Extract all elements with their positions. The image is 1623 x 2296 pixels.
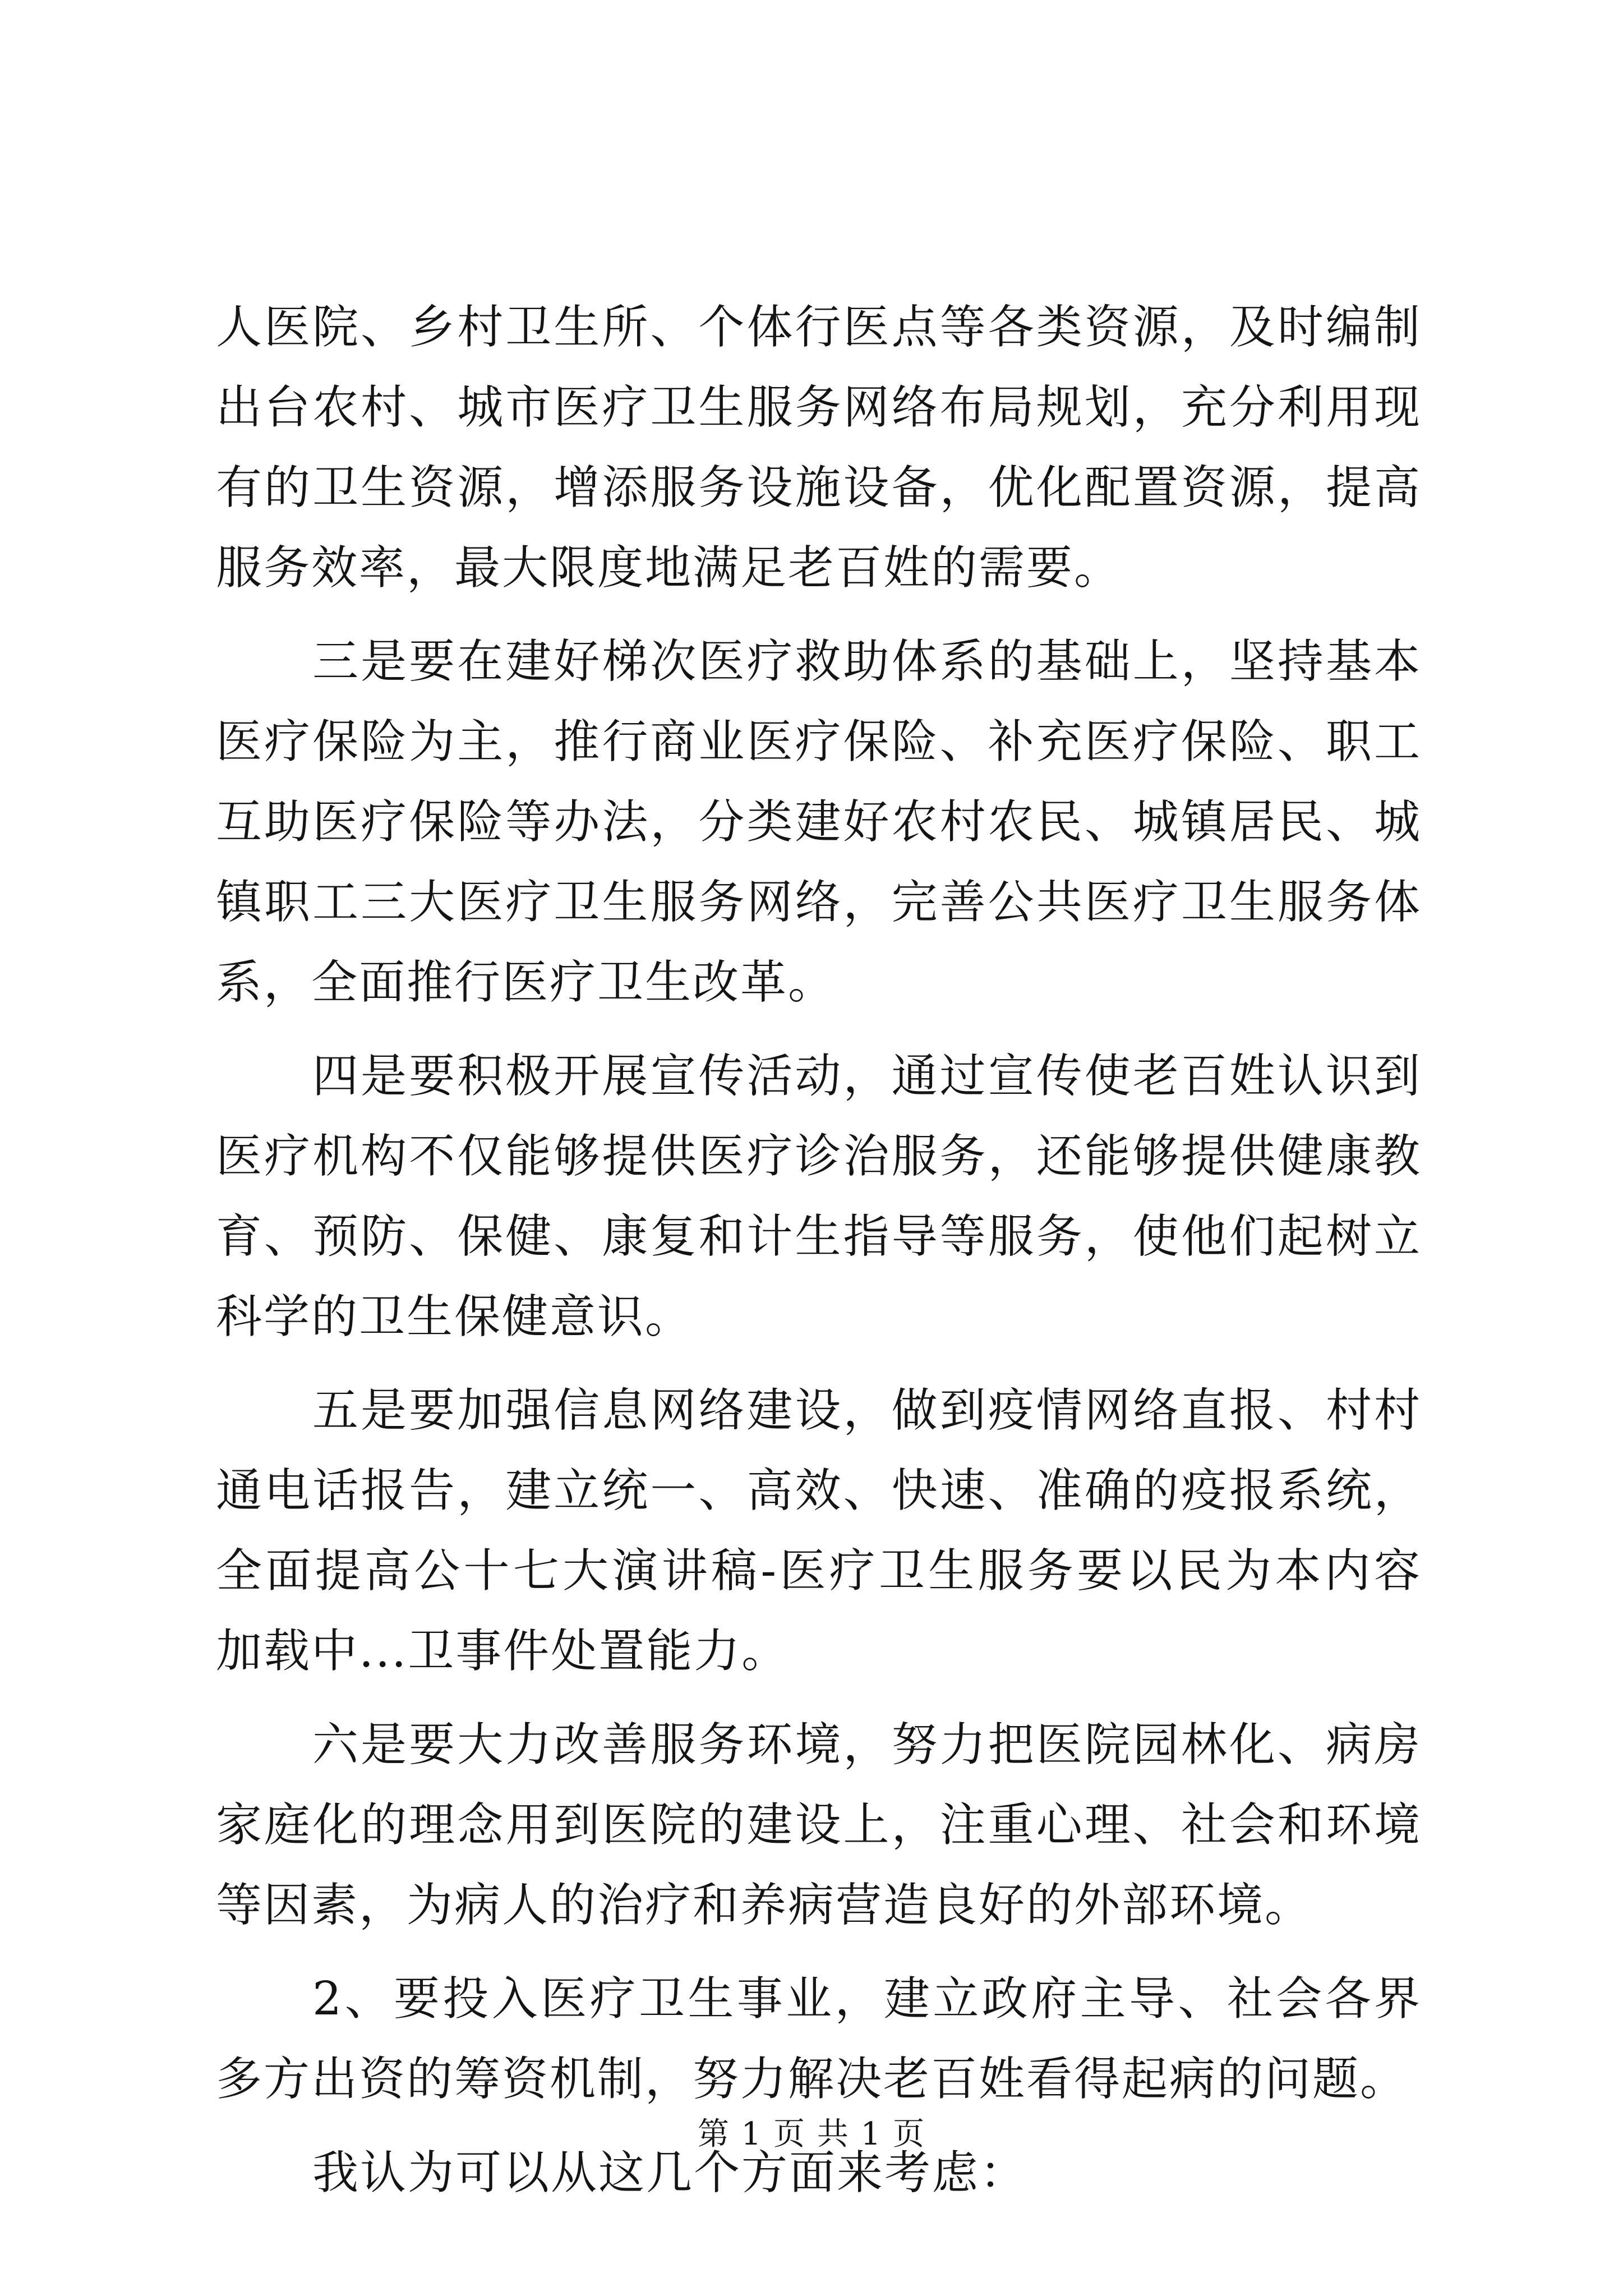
paragraph-2: 三是要在建好梯次医疗救助体系的基础上，坚持基本医疗保险为主，推行商业医疗保险、补充医疗保险、职工互助医疗保险等办法，分类建好农村农民、城镇居民、城镇职工三大医疗卫生服务网络，完善公共医疗卫生服务体系，全面推行医疗卫生改革。 <box>216 635 1422 1009</box>
body-text <box>216 287 1422 2226</box>
paragraph-4: 五是要加强信息网络建设，做到疫情网络直报、村村通电话报告，建立统一、高效、快速、准确的疫报系统，全面提高公十七大演讲稿-医疗卫生服务要以民为本内容加载中...卫事件处置能力。 <box>216 1384 1422 1678</box>
paragraph-3: 四是要积极开展宣传活动，通过宣传使老百姓认识到医疗机构不仅能够提供医疗诊治服务，还能够提供健康教育、预防、保健、康复和计生指导等服务，使他们起树立科学的卫生保健意识。 <box>216 1050 1422 1343</box>
paragraph-5: 六是要大力改善服务环境，努力把医院园林化、病房家庭化的理念用到医院的建设上，注重心理、社会和环境等因素，为病人的治疗和养病营造良好的外部环境。 <box>216 1718 1422 1932</box>
paragraph-6: 2、要投入医疗卫生事业，建立政府主导、社会各界多方出资的筹资机制，努力解决老百姓看得起病的问题。 <box>216 1972 1422 2106</box>
paragraph-7: 我认为可以从这几个方面来考虑： <box>312 2146 1028 2200</box>
page-footer: 第 1 页 共 1 页 <box>697 2116 926 2152</box>
paragraph-1: 人医院、乡村卫生所、个体行医点等各类资源，及时编制出台农村、城市医疗卫生服务网络布局规划，充分利用现有的卫生资源，增添服务设施设备，优化配置资源，提高服务效率，最大限度地满足老百姓的需要。 <box>216 301 1422 595</box>
